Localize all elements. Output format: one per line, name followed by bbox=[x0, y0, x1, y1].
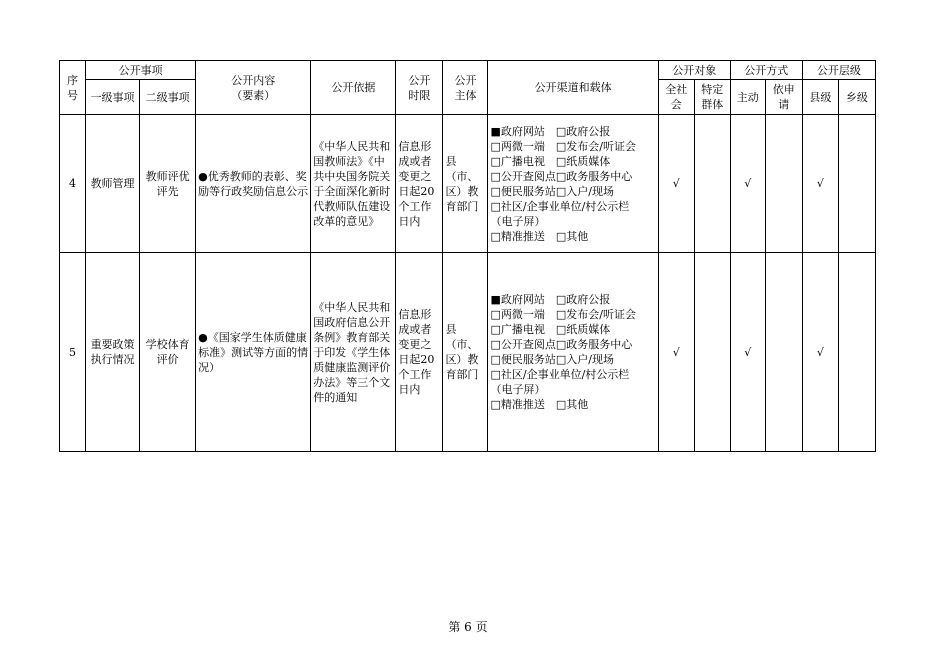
row-subject: 县（市、区）教育部门 bbox=[443, 115, 488, 253]
header-level2: 二级事项 bbox=[140, 80, 196, 115]
row-basis: 《中华人民共和国教师法》《中共中央国务院关于全面深化新时代教师队伍建设改革的意见》 bbox=[311, 115, 396, 253]
header-basis: 公开依据 bbox=[311, 61, 396, 115]
header-method: 公开方式 bbox=[730, 61, 802, 80]
row-content: ●优秀教师的表彰、奖励等行政奖励信息公示 bbox=[196, 115, 311, 253]
header-channel: 公开渠道和载体 bbox=[488, 61, 658, 115]
row-method-request bbox=[765, 253, 802, 452]
row-level2: 学校体育评价 bbox=[140, 253, 196, 452]
row-target-group bbox=[694, 115, 730, 253]
table-row bbox=[60, 115, 876, 253]
header-target-all: 全社 会 bbox=[658, 80, 694, 115]
row-deadline: 信息形成或者变更之日起20个工作日内 bbox=[396, 253, 443, 452]
header-matter: 公开事项 bbox=[86, 61, 196, 80]
header-level: 公开层级 bbox=[802, 61, 875, 80]
row-channel: ■政府网站 □政府公报 □两微一端 □发布会/听证会 □广播电视 □纸质媒体 □公开查阅点□政务服务中心 □便民服务站□入户/现场 □社区/企事业单位/村公示栏 （电子屏） □精准推送 □其他 bbox=[488, 115, 658, 253]
header-level1: 一级事项 bbox=[86, 80, 140, 115]
row-target-group bbox=[694, 253, 730, 452]
header-method-active: 主动 bbox=[730, 80, 765, 115]
row-channel: ■政府网站 □政府公报 □两微一端 □发布会/听证会 □广播电视 □纸质媒体 □公开查阅点□政务服务中心 □便民服务站□入户/现场 □社区/企事业单位/村公示栏 （电子屏） □精准推送 □其他 bbox=[488, 253, 658, 452]
page-number: 第 6 页 bbox=[448, 620, 488, 634]
header-deadline: 公开 时限 bbox=[396, 61, 443, 115]
row-method-active: √ bbox=[730, 253, 765, 452]
header-target-group: 特定 群体 bbox=[694, 80, 730, 115]
row-content: ●《国家学生体质健康标准》测试等方面的情况） bbox=[196, 253, 311, 452]
row-level-town bbox=[838, 115, 875, 253]
header-row-1 bbox=[60, 61, 876, 80]
row-basis: 《中华人民共和国政府信息公开条例》教育部关于印发《学生体质健康监测评价办法》等三个文件的通知 bbox=[311, 253, 396, 452]
row-level2: 教师评优 评先 bbox=[140, 115, 196, 253]
row-target-all: √ bbox=[658, 253, 694, 452]
header-content: 公开内容 （要素） bbox=[196, 61, 311, 115]
row-seq: 4 bbox=[60, 115, 86, 253]
disclosure-table bbox=[59, 60, 876, 452]
header-subject: 公开 主体 bbox=[443, 61, 488, 115]
row-level1: 教师管理 bbox=[86, 115, 140, 253]
row-level1: 重要政策执行情况 bbox=[86, 253, 140, 452]
row-level-county: √ bbox=[802, 115, 838, 253]
header-target: 公开对象 bbox=[658, 61, 730, 80]
row-seq: 5 bbox=[60, 253, 86, 452]
row-method-active: √ bbox=[730, 115, 765, 253]
row-level-town bbox=[838, 253, 875, 452]
header-method-request: 依申请 bbox=[765, 80, 802, 115]
row-method-request bbox=[765, 115, 802, 253]
row-deadline: 信息形成或者变更之日起20个工作日内 bbox=[396, 115, 443, 253]
row-target-all: √ bbox=[658, 115, 694, 253]
table-row bbox=[60, 253, 876, 452]
header-seq: 序号 bbox=[60, 61, 86, 115]
header-level-county: 县级 bbox=[802, 80, 838, 115]
row-level-county: √ bbox=[802, 253, 838, 452]
row-subject: 县（市、区）教育部门 bbox=[443, 253, 488, 452]
header-level-town: 乡级 bbox=[838, 80, 875, 115]
